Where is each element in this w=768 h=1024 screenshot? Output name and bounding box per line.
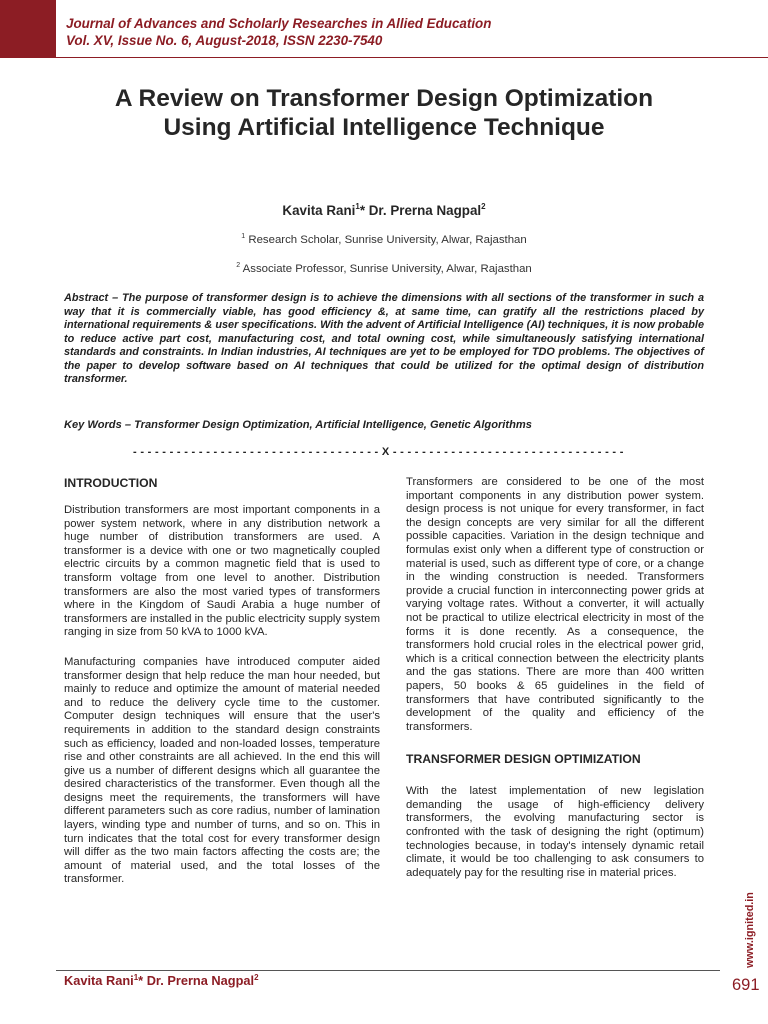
header-accent-block: [0, 0, 56, 58]
page-number: 691: [732, 976, 760, 994]
author-line: [0, 203, 768, 218]
affiliation-2-text: Associate Professor, Sunrise University, Alwar, Rajasthan: [240, 263, 532, 275]
affiliation-2: [0, 263, 768, 275]
title-line-2: Using Artificial Intelligence Technique: [163, 114, 605, 141]
design-optimization-paragraph: With the latest implementation of new legislation demanding the usage of high-efficiency delivery transformers, the evolving manufacturing sector is confronted with the task of designing the right (optimum) technologies because, in today's intensely dynamic retail climate, it would be too challenging to ask consumers to adequately pay for the resulting rise in material prices.: [406, 785, 704, 879]
footer-author-1: Kavita Rani: [64, 973, 134, 988]
right-column: [406, 476, 704, 880]
author-2-marker: 2: [481, 202, 486, 211]
footer-author-2: * Dr. Prerna Nagpal: [138, 973, 255, 988]
affiliation-1: [0, 234, 768, 246]
footer-author-2-marker: 2: [254, 973, 259, 982]
keywords: Key Words – Transformer Design Optimization, Artificial Intelligence, Genetic Algorithms: [64, 419, 532, 431]
website-url[interactable]: www.ignited.in: [744, 892, 756, 968]
design-optimization-heading: TRANSFORMER DESIGN OPTIMIZATION: [406, 752, 641, 767]
affiliation-1-marker: 1: [241, 233, 246, 240]
paper-title: [0, 84, 768, 142]
footer-author-1-marker: 1: [133, 973, 139, 982]
header-divider: [56, 57, 768, 58]
author-2-name: * Dr. Prerna Nagpal: [359, 203, 482, 218]
title-line-1: A Review on Transformer Design Optimization: [114, 85, 654, 112]
journal-name: Journal of Advances and Scholarly Researches in Allied Education: [66, 16, 492, 31]
introduction-heading: INTRODUCTION: [64, 476, 158, 490]
author-1-marker: 1: [355, 202, 360, 211]
footer-divider: [56, 970, 720, 971]
affiliation-1-text: Research Scholar, Sunrise University, Alwar, Rajasthan: [245, 234, 527, 246]
left-column: [64, 476, 380, 887]
abstract: Abstract – The purpose of transformer design is to achieve the dimensions with all sections of the transformer in such a way that it is commercially viable, has good efficiency &, at same time, can gratify all the restrictions placed by international requirements & user specifications. With the advent of Artificial Intelligence (AI) techniques, it is now probable to reduce active part cost, manufacturing cost, and total owning cost, while simultaneously satisfying international standards and constraints. In Indian industries, AI techniques are yet to be employed for TDO problems. The objectives of the paper to develop software based on AI techniques that could be utilized for the optimal design of distribution transformer.: [64, 292, 704, 385]
introduction-paragraph-1: Distribution transformers are most important components in a power system network, where in any distribution network a huge number of distribution transformers are used. A transformer is a device with one or two magnetically coupled electric circuits by a common magnetic field that is used to transform voltage from one level to another. Distribution transformers are also the most varied types of transformers where in the Kingdom of Saudi Arabia a huge number of transformers are installed in the public electricity supply system ranging in size from 50 kVA to 1000 kVA.: [64, 504, 380, 639]
introduction-paragraph-2: Manufacturing companies have introduced computer aided transformer design that help reduce the man hour needed, but mainly to reduce and optimize the amount of material needed and to reduce the delivery cycle time to the customer. Computer design techniques will ensure that the user's requirements in addition to the standard design constraints such as efficiency, loaded and non-loaded losses, temperature rise and other constraints are all achieved. In the end this will give us a number of different designs which all guarantee the desired characteristics of the transformer. Even though all the designs meet the requirements, the transformers will have different parameters such as core radius, number of lamination layers, winding type and number of turns, and so on. This in turn indicates that the total cost for every transformer design will differ as the two main factors affecting the costs are; the amount of material used, and the total losses of the transformer.: [64, 655, 380, 886]
footer-authors: [64, 973, 259, 988]
affiliation-2-marker: 2: [236, 262, 241, 269]
journal-issue: Vol. XV, Issue No. 6, August-2018, ISSN 2230-7540: [66, 32, 383, 48]
journal-header: [66, 16, 491, 49]
intro-continuation-paragraph: Transformers are considered to be one of the most important components in any distribution power system. design process is not unique for every transformer, in fact the design concepts are very similar for all the different possible capacities. Variation in the design technique and formulas exist only when a different type of construction or material is used, such as different type of core, or a change in the winding construction is needed. Transformers provide a crucial function in interconnecting power grids at varying voltage rates. Without a converter, it will actually not be practical to utilize electrical electricity in most of the forms it is done recently. As a consequence, the transformers hold crucial roles in the electrical power grid, which is a critical connection between the electricity plants and the gas stations. There are more than 400 written papers, 50 books & 65 guidelines in the field of transformers that have contributed significantly to the development of the quality and efficiency of the transformers.: [406, 476, 704, 733]
author-1-name: Kavita Rani: [282, 203, 356, 218]
section-separator: - - - - - - - - - - - - - - - - - - - - - - - - - - - - - - - - - - X - - - - - - - - - - - - - - - - - - - - - - - - - - - - - - - -: [133, 446, 624, 458]
